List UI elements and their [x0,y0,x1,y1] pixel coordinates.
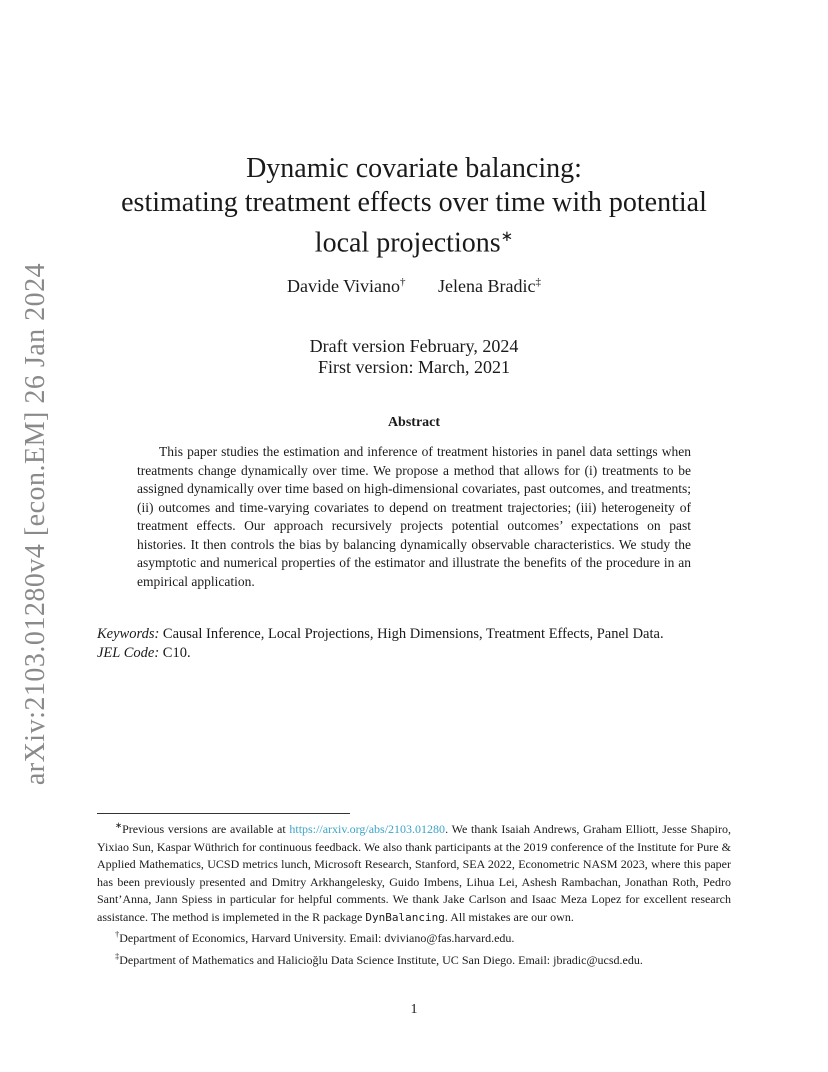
author-viviano [287,276,406,296]
footnote-2-text: Department of Economics, Harvard University. Email: dviviano@fas.harvard.edu. [119,931,515,945]
keywords-block [97,625,731,663]
footnote-3 [97,948,731,970]
footnote-1-text-cont: . We thank Isaiah Andrews, Graham Elliott, Jesse Shapiro, Yixiao Sun, Kaspar Wüthrich for continuous feedback. We also thank participants at the 2019 conference of the Institute for Pure & Applied Mathematics, UCSD metrics lunch, Microsoft Research, Stanford, SEA 2022, Econometric NASM 2023, where this paper has been previously presented and Dmitry Arkhangelesky, Guido Imbens, Lihua Lei, Ashesh Rambachan, Jonathan Roth, Pedro Sant’Anna, Jann Spiess in particular for helpful comments. We thank Jake Carlson and Isaac Meza Lopez for excellent research assistance. The method is implemeted in the R package [97,822,731,924]
title-line-2: estimating treatment effects over time with potential [121,187,707,218]
page-number: 1 [410,1002,418,1017]
arxiv-link[interactable]: https://arxiv.org/abs/2103.01280 [289,822,446,836]
abstract-heading: Abstract [387,415,441,430]
draft-version: Draft version February, 2024 [309,336,519,356]
title-line-3-text: local projections [314,227,501,259]
author-bradic [438,276,541,296]
footnote-1-mark: ∗ [115,820,123,830]
title-line-3 [0,220,828,260]
author-footnote-mark: † [400,276,406,288]
title-footnote-mark: ∗ [500,229,514,245]
keywords-label: Keywords: [97,626,160,642]
paper-title [0,152,828,260]
jel-text: C10. [162,645,191,661]
author-name: Jelena Bradic [438,276,536,296]
footnote-3-mark: ‡ [115,950,120,961]
package-name: DynBalancing [365,910,445,924]
keywords-line [97,625,731,644]
footnote-2-mark: † [115,929,120,939]
author-list [0,276,828,297]
title-line-1: Dynamic covariate balancing: [246,153,582,184]
footnote-1-text: Previous versions are available at [122,822,290,836]
footnote-3-text: Department of Mathematics and Halicioğlu Data Science Institute, UC San Diego. Email: jbradic@ucsd.edu. [119,952,643,967]
author-name: Davide Viviano [286,276,401,296]
footnote-1-end: . All mistakes are our own. [444,909,574,924]
jel-code-line [97,644,731,663]
footnotes [97,817,731,969]
abstract-body: This paper studies the estimation and inference of treatment histories in panel data settings when treatments change dynamically over time. We propose a method that allows for (i) treatments to be assigned dynamically over time based on high-dimensional covariates, past outcomes, and treatments; (ii) outcomes and time-varying covariates to depend on treatment trajectories; (iii) heterogeneity of treatment effects. Our approach recursively projects potential outcomes’ expectations on past histories. It then controls the bias by balancing dynamically observable characteristics. We study the asymptotic and numerical properties of the estimator and illustrate the benefits of the procedure in an empirical application. [137,444,691,589]
first-version: First version: March, 2021 [318,357,510,377]
jel-label: JEL Code: [97,645,160,661]
author-footnote-mark: ‡ [535,276,541,288]
footnote-1 [97,817,731,926]
keywords-text: Causal Inference, Local Projections, High Dimensions, Treatment Effects, Panel Data. [162,626,664,642]
footnote-2 [97,926,731,948]
version-dates [0,336,828,378]
footnote-rule [97,813,350,814]
arxiv-side-stamp: arXiv:2103.01280v4 [econ.EM] 26 Jan 2024 [20,262,51,786]
